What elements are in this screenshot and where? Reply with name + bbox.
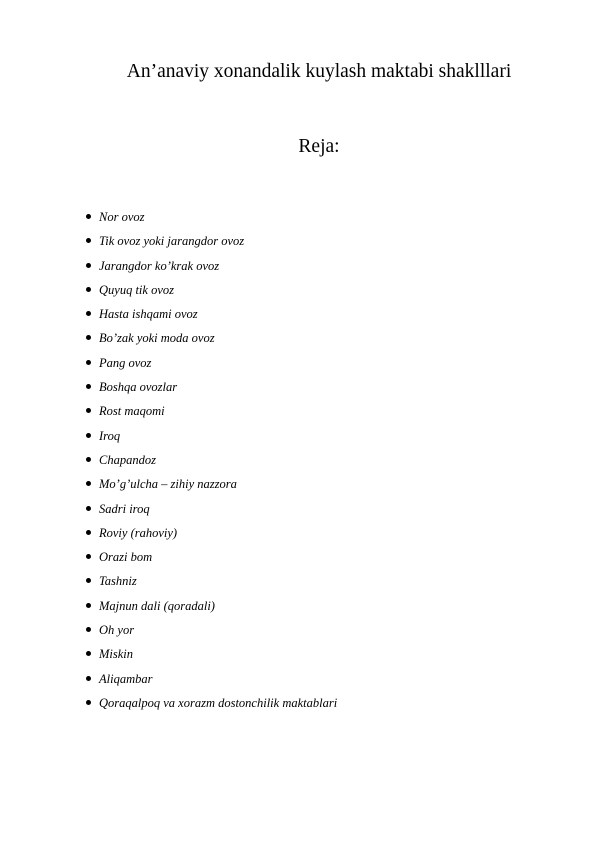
list-item-text: Majnun dali (qoradali) — [99, 598, 215, 613]
list-item-text: Aliqambar — [99, 671, 153, 686]
bullet-icon — [86, 554, 91, 559]
bullet-icon — [86, 481, 91, 486]
bullet-icon — [86, 408, 91, 413]
bullet-icon — [86, 506, 91, 511]
bullet-icon — [86, 263, 91, 268]
list-item-text: Orazi bom — [99, 550, 153, 565]
list-item-text: Iroq — [99, 428, 121, 443]
bullet-icon — [86, 433, 91, 438]
list-item-text: Boshqa ovozlar — [99, 380, 178, 395]
bullet-icon — [86, 627, 91, 632]
list-item-text: Pang ovoz — [99, 355, 152, 370]
bullet-icon — [86, 700, 91, 705]
bullet-icon — [86, 530, 91, 535]
list-item-text: Tik ovoz yoki jarangdor ovoz — [99, 234, 245, 249]
list-item-text: Chapandoz — [99, 452, 156, 467]
bullet-icon — [86, 360, 91, 365]
list-item-text: Qoraqalpoq va xorazm dostonchilik maktablari — [99, 695, 338, 710]
bullet-icon — [86, 214, 91, 219]
bullet-icon — [86, 384, 91, 389]
bullet-icon — [86, 578, 91, 583]
list-item-text: Miskin — [99, 647, 134, 662]
list-item-text: Quyuq tik ovoz — [99, 282, 174, 297]
list-item-text: Nor ovoz — [99, 210, 145, 224]
bullet-icon — [86, 238, 91, 243]
list-item-text: Bo’zak yoki moda ovoz — [99, 331, 215, 346]
list-item-text: Roviy (rahoviy) — [99, 525, 178, 540]
list-item-text: Oh yor — [99, 623, 135, 638]
list-item-text: Jarangdor ko’krak ovoz — [99, 258, 220, 273]
bullet-icon — [86, 651, 91, 656]
list-item-text: Rost maqomi — [99, 404, 165, 419]
list-item-text: Sadri iroq — [99, 501, 150, 516]
list-item-text: Hasta ishqami ovoz — [99, 307, 198, 322]
list-item-text: Mo’g’ulcha – zihiy nazzora — [99, 477, 237, 492]
list-item-text: Tashniz — [99, 574, 137, 589]
bullet-icon — [86, 457, 91, 462]
bullet-icon — [86, 311, 91, 316]
bullet-icon — [86, 335, 91, 340]
bullet-icon — [86, 287, 91, 292]
document-title: An’anaviy xonandalik kuylash maktabi shaklllari — [126, 61, 512, 82]
plan-heading: Reja: — [298, 136, 340, 157]
bullet-icon — [86, 603, 91, 608]
bullet-icon — [86, 676, 91, 681]
